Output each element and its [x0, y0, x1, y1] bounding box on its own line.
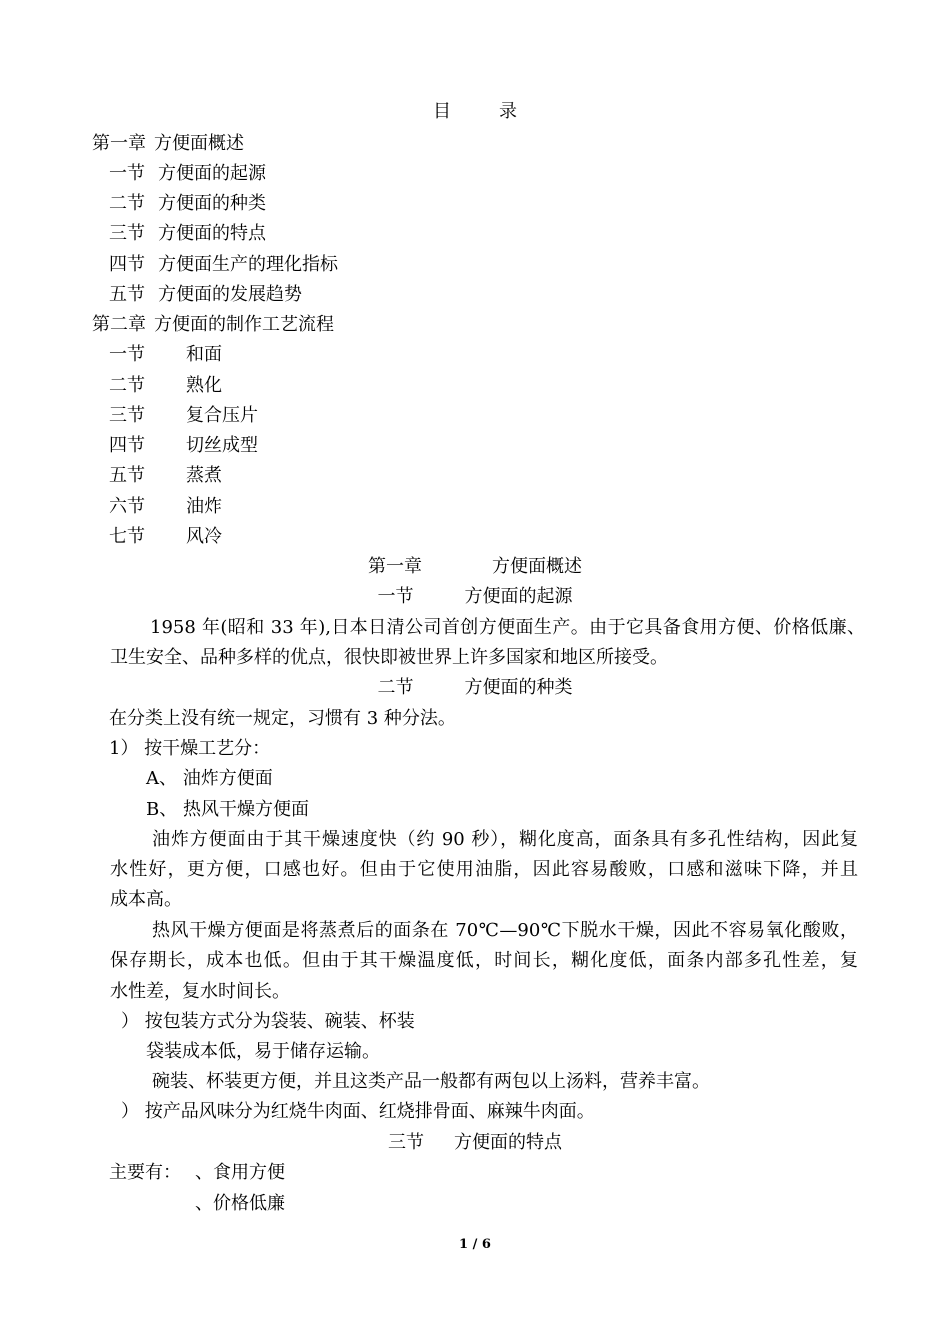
toc-entry-num: 三节	[109, 405, 145, 426]
toc-entry[interactable]	[109, 375, 222, 397]
toc-entry-title: 方便面的特点	[158, 223, 266, 244]
chapter-heading	[0, 556, 950, 578]
paragraph-line: 水性好，更方便，口感也好。但由于它使用油脂，因此容易酸败，口感和滋味下降，并且	[110, 859, 858, 880]
list-item: 1） 按干燥工艺分：	[109, 738, 271, 759]
section-title: 方便面的种类	[464, 677, 573, 698]
toc-entry-title: 风冷	[186, 526, 222, 547]
chapter-num: 第一章	[368, 556, 422, 577]
page-number: 1 / 6	[459, 1237, 491, 1252]
paragraph-line: 油炸方便面由于其干燥速度快（约 90 秒），糊化度高，面条具有多孔性结构，因此复	[152, 829, 858, 850]
toc-entry-num: 三节	[109, 223, 145, 244]
toc-entry[interactable]	[92, 314, 334, 336]
toc-entry[interactable]	[109, 344, 222, 366]
toc-entry[interactable]	[109, 193, 266, 215]
paragraph-line: 成本高。	[110, 889, 182, 910]
toc-entry-title: 方便面的发展趋势	[158, 284, 302, 305]
toc-entry-num: 第二章	[92, 314, 146, 335]
toc-entry-num: 六节	[109, 496, 145, 517]
section-num: 一节	[377, 586, 414, 607]
paragraph-line: 热风干燥方便面是将蒸煮后的面条在 70℃—90℃下脱水干燥，因此不容易氧化酸败，	[152, 920, 858, 941]
toc-entry-num: 七节	[109, 526, 145, 547]
paragraph-line: 在分类上没有统一规定，习惯有 3 种分法。	[109, 708, 456, 729]
section-heading	[0, 677, 950, 699]
section-num: 二节	[377, 677, 414, 698]
list-item: A、 油炸方便面	[146, 768, 273, 789]
toc-entry-title: 复合压片	[186, 405, 258, 426]
toc-entry-title: 油炸	[186, 496, 222, 517]
toc-title-left: 目	[433, 101, 451, 122]
paragraph-line: 水性差，复水时间长。	[110, 981, 290, 1002]
toc-entry-title: 熟化	[186, 375, 222, 396]
chapter-title: 方便面概述	[492, 556, 582, 577]
feature-list	[109, 1162, 285, 1184]
toc-entry[interactable]	[109, 163, 266, 185]
section-title: 方便面的特点	[454, 1132, 562, 1153]
list-item: 、食用方便	[195, 1162, 285, 1183]
section-title: 方便面的起源	[464, 586, 573, 607]
toc-entry-title: 蒸煮	[186, 465, 222, 486]
toc-entry-title: 方便面的起源	[158, 163, 266, 184]
list-item: 、价格低廉	[195, 1193, 285, 1214]
toc-entry-num: 四节	[109, 254, 145, 275]
toc-entry-num: 五节	[109, 284, 145, 305]
toc-entry[interactable]	[109, 254, 338, 276]
list-item: B、 热风干燥方便面	[146, 799, 309, 820]
section-heading	[0, 1132, 950, 1154]
toc-entry-title: 方便面概述	[154, 133, 244, 154]
section-num: 三节	[388, 1132, 424, 1153]
toc-entry-title: 方便面的制作工艺流程	[154, 314, 334, 335]
toc-entry-num: 四节	[109, 435, 145, 456]
paragraph-line: 1958 年(昭和 33 年),日本日清公司首创方便面生产。由于它具备食用方便、价格低廉、	[150, 617, 865, 638]
toc-entry[interactable]	[109, 405, 258, 427]
toc-entry-num: 二节	[109, 375, 145, 396]
toc-title-right: 录	[499, 101, 517, 122]
toc-title	[0, 101, 950, 123]
paragraph-line: 保存期长，成本也低。但由于其干燥温度低，时间长，糊化度低，面条内部多孔性差，复	[110, 950, 858, 971]
feature-lead: 主要有：	[109, 1162, 181, 1183]
list-item: ） 按产品风味分为红烧牛肉面、红烧排骨面、麻辣牛肉面。	[121, 1101, 595, 1122]
toc-entry[interactable]	[109, 496, 222, 518]
toc-entry[interactable]	[92, 133, 244, 155]
section-heading	[0, 586, 950, 608]
toc-entry-title: 方便面生产的理化指标	[158, 254, 338, 275]
toc-entry-num: 五节	[109, 465, 145, 486]
toc-entry[interactable]	[109, 526, 222, 548]
toc-entry-title: 切丝成型	[186, 435, 258, 456]
toc-entry[interactable]	[109, 284, 302, 306]
toc-entry-num: 一节	[109, 344, 145, 365]
toc-entry[interactable]	[109, 223, 266, 245]
toc-entry[interactable]	[109, 435, 258, 457]
paragraph-line: 袋装成本低，易于储存运输。	[146, 1041, 380, 1062]
list-item: ） 按包装方式分为袋装、碗装、杯装	[121, 1011, 415, 1032]
toc-entry-title: 方便面的种类	[158, 193, 266, 214]
paragraph-line: 碗装、杯装更方便，并且这类产品一般都有两包以上汤料，营养丰富。	[152, 1071, 710, 1092]
toc-entry-num: 二节	[109, 193, 145, 214]
toc-entry[interactable]	[109, 465, 222, 487]
paragraph-line: 卫生安全、品种多样的优点，很快即被世界上许多国家和地区所接受。	[110, 647, 668, 668]
toc-entry-title: 和面	[186, 344, 222, 365]
toc-entry-num: 一节	[109, 163, 145, 184]
toc-entry-num: 第一章	[92, 133, 146, 154]
